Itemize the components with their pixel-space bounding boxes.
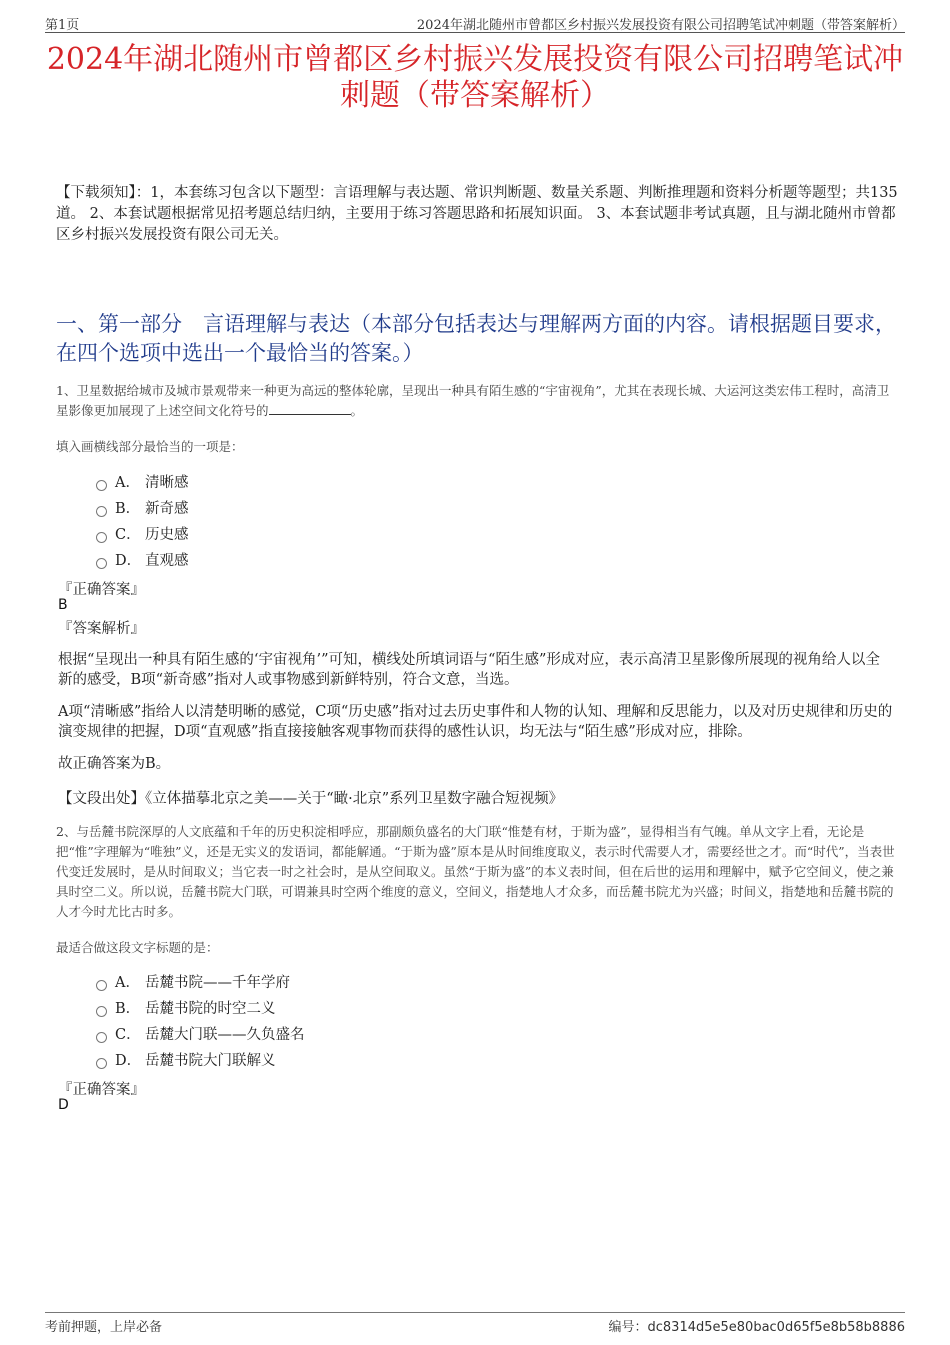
q1-analysis-para-3: 故正确答案为B。 [58, 756, 171, 772]
question-1-stem: 1、卫星数据给城市及城市景观带来一种更为高远的整体轮廓，呈现出一种具有陌生感的“宇宙视角”，尤其在表现长城、大运河这类宏伟工程时，高清卫星影像更加展现了上述空间文化符号的 [56, 383, 890, 418]
question-2-prompt: 最适合做这段文字标题的是： [56, 940, 219, 955]
radio-icon[interactable] [96, 532, 107, 543]
q2-option-d[interactable]: D． 岳麓书院大门联解义 [96, 1049, 276, 1069]
radio-icon[interactable] [96, 1058, 107, 1069]
section-heading: 一、第一部分 言语理解与表达（本部分包括表达与理解两方面的内容。请根据题目要求，在四个选项中选出一个最恰当的答案。） [56, 312, 896, 365]
page-footer [45, 1312, 905, 1335]
page-header [45, 14, 905, 33]
radio-icon[interactable] [96, 506, 107, 517]
document-title: 2024年湖北随州市曾都区乡村振兴发展投资有限公司招聘笔试冲刺题（带答案解析） [46, 42, 904, 113]
q2-option-a[interactable]: A． 岳麓书院——千年学府 [96, 971, 290, 991]
question-1-stem-end: 。 [350, 403, 364, 418]
page-number: 第1页 [45, 18, 80, 33]
radio-icon[interactable] [96, 558, 107, 569]
q1-option-c[interactable]: C． 历史感 [96, 523, 189, 543]
q2-option-c[interactable]: C． 岳麓大门联——久负盛名 [96, 1023, 305, 1043]
radio-icon[interactable] [96, 980, 107, 991]
footer-code: 编号：dc8314d5e5e80bac0d65f5e8b58b8886 [608, 1320, 905, 1335]
q1-source: 【文段出处】《立体描摹北京之美——关于“瞰·北京”系列卫星数字融合短视频》 [58, 791, 564, 807]
download-notice: 【下载须知】：1，本套练习包含以下题型：言语理解与表达题、常识判断题、数量关系题、判断推理题和资料分析题等题型；共135道。 2、本套试题根据常见招考题总结归纳，主要用于练习答题思路和拓展知识面。 3、本套试题非考试真题，且与湖北随州市曾都区乡村振兴发展投资有限公司无关。 [56, 185, 898, 243]
q1-answer-label: 『正确答案』 [58, 582, 145, 598]
question-2-text: 2、与岳麓书院深厚的人文底蕴和千年的历史积淀相呼应，那副颇负盛名的大门联“惟楚有材，于斯为盛”，显得相当有气魄。单从文字上看，无论是把“惟”字理解为“唯独”义，还是无实义的发语词，都能解通。“于斯为盛”原本是从时间维度取义，表示时代需要人才，需要经世之才。而“时代”，当表世代变迁发展时，是从时间取义；当它表一时之社会时，是从空间取义。虽然“于斯为盛”的本义表时间，但在后世的运用和理解中，赋予它空间义，使之兼具时空二义。所以说，岳麓书院大门联，可谓兼具时空两个维度的意义，空间义，指楚地人才众多，而岳麓书院尤为兴盛；时间义，指楚地和岳麓书院的人才今时尤比古时多。 [56, 824, 895, 919]
q1-option-d[interactable]: D． 直观感 [96, 549, 189, 569]
q2-answer: D [58, 1097, 69, 1113]
radio-icon[interactable] [96, 1032, 107, 1043]
q1-analysis-para-2: A项“清晰感”指给人以清楚明晰的感觉，C项“历史感”指对过去历史事件和人物的认知、理解和反思能力，以及对历史规律和历史的演变规律的把握，D项“直观感”指直接接触客观事物而获得的感性认识，均无法与“陌生感”形成对应，排除。 [58, 704, 893, 740]
q1-option-b[interactable]: B． 新奇感 [96, 497, 189, 517]
q2-answer-label: 『正确答案』 [58, 1082, 145, 1098]
q1-analysis-label: 『答案解析』 [58, 621, 145, 637]
question-1-prompt: 填入画横线部分最恰当的一项是： [56, 439, 244, 454]
q1-answer: B [58, 597, 68, 613]
fill-blank [269, 402, 351, 415]
radio-icon[interactable] [96, 1006, 107, 1017]
radio-icon[interactable] [96, 480, 107, 491]
q1-option-a[interactable]: A． 清晰感 [96, 471, 189, 491]
question-1-text [56, 381, 896, 421]
q1-analysis-para-1: 根据“呈现出一种具有陌生感的‘宇宙视角’”可知，横线处所填词语与“陌生感”形成对应，表示高清卫星影像所展现的视角给人以全新的感受，B项“新奇感”指对人或事物感到新鲜特别，符合文意，当选。 [58, 652, 880, 688]
header-doc-title: 2024年湖北随州市曾都区乡村振兴发展投资有限公司招聘笔试冲刺题（带答案解析） [416, 18, 905, 33]
q2-option-b[interactable]: B． 岳麓书院的时空二义 [96, 997, 276, 1017]
footer-slogan: 考前押题，上岸必备 [45, 1320, 163, 1335]
